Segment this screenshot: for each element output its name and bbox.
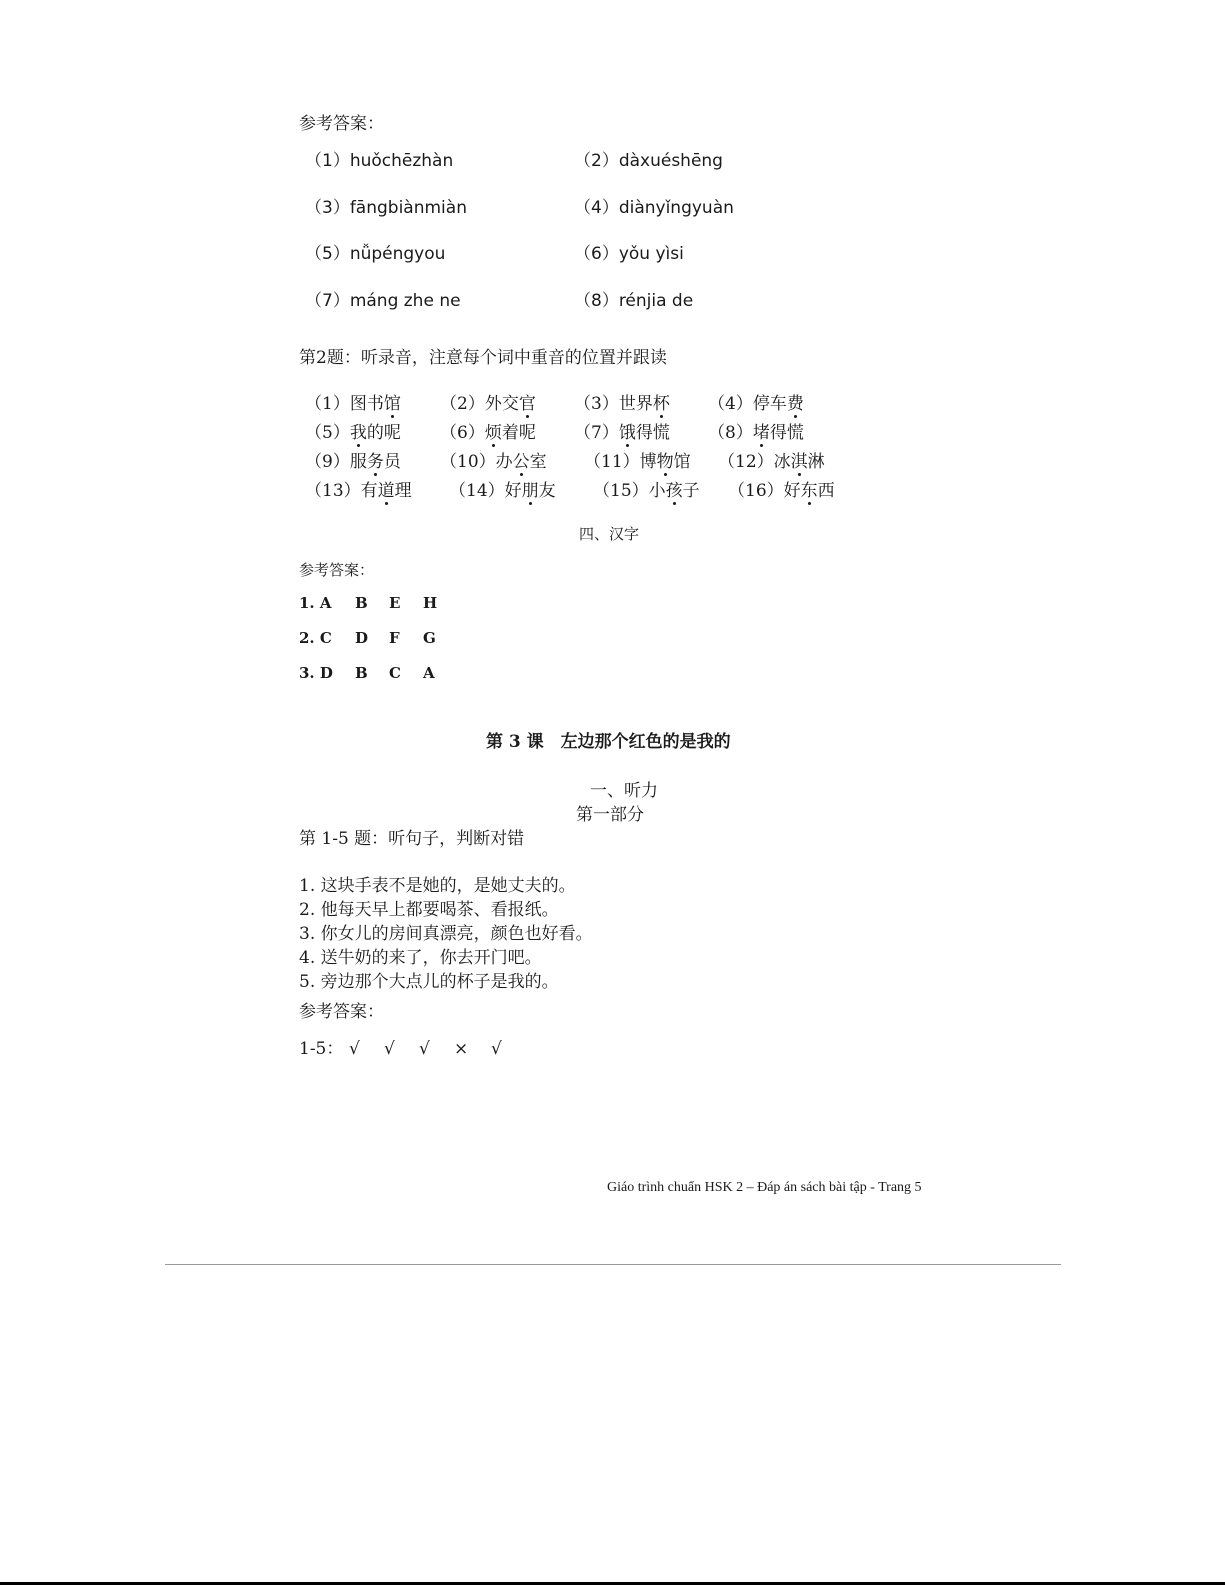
sentence-2: 2. 他每天早上都要喝茶、看报纸。 [299, 900, 559, 920]
page-divider [165, 1264, 1061, 1265]
stress-dot: 孩 [666, 476, 683, 501]
pinyin-answer-1: （1）huǒchēzhàn [305, 151, 454, 171]
sentence-4: 4. 送牛奶的来了，你去开门吧。 [299, 948, 542, 968]
stress-dot: 朋 [522, 476, 539, 501]
answer-label: 参考答案： [299, 114, 384, 134]
answer-row-2: 2. C D F G [299, 629, 436, 647]
stress-word-1: （1）图书馆 [305, 389, 401, 414]
sentence-5: 5. 旁边那个大点儿的杯子是我的。 [299, 972, 559, 992]
stress-dot: 杯 [653, 389, 670, 414]
stress-word-7: （7）饿得慌 [574, 418, 670, 443]
stress-dot: 东 [801, 476, 818, 501]
answer-row-1: 1. A B E H [299, 594, 438, 612]
stress-word-3: （3）世界杯 [574, 389, 670, 414]
page-footer: Giáo trình chuẩn HSK 2 – Đáp án sách bài tập - Trang 5 [607, 1180, 922, 1195]
stress-dot: 烦 [485, 418, 502, 443]
pinyin-answer-7: （7）máng zhe ne [305, 291, 461, 311]
pinyin-answer-3: （3）fāngbiànmiàn [305, 198, 467, 218]
stress-dot: 道 [378, 476, 395, 501]
pinyin-answer-5: （5）nǚpéngyou [305, 244, 446, 264]
stress-dot: 饿 [619, 418, 636, 443]
stress-dot: 公 [513, 447, 530, 472]
question-2-title: 第2题：听录音，注意每个词中重音的位置并跟读 [299, 348, 667, 368]
pinyin-answer-4: （4）diànyǐngyuàn [574, 198, 734, 218]
stress-word-15: （15）小孩子 [593, 476, 700, 501]
sentence-3: 3. 你女儿的房间真漂亮，颜色也好看。 [299, 924, 593, 944]
answer-row-3: 3. D B C A [299, 664, 435, 682]
stress-word-2: （2）外交官 [440, 389, 536, 414]
stress-dot: 费 [787, 389, 804, 414]
judgment-answers: 1-5： √ √ √ × √ [299, 1039, 502, 1059]
stress-dot: 物 [657, 447, 674, 472]
question-title: 第 1-5 题：听句子，判断对错 [299, 829, 525, 849]
stress-word-12: （12）冰淇淋 [718, 447, 825, 472]
stress-word-6: （6）烦着呢 [440, 418, 536, 443]
answer-label: 参考答案： [299, 561, 375, 579]
stress-dot: 馆 [384, 389, 401, 414]
answer-label: 参考答案： [299, 1002, 384, 1022]
sentence-1: 1. 这块手表不是她的，是她丈夫的。 [299, 876, 576, 896]
stress-dot: 淇 [791, 447, 808, 472]
stress-word-16: （16）好东西 [728, 476, 835, 501]
stress-word-14: （14）好朋友 [449, 476, 556, 501]
stress-word-11: （11）博物馆 [584, 447, 691, 472]
pinyin-answer-6: （6）yǒu yìsi [574, 244, 684, 264]
stress-dot: 官 [519, 389, 536, 414]
pinyin-answer-8: （8）rénjia de [574, 291, 694, 311]
part-heading: 第一部分 [576, 805, 644, 825]
section-heading: 一、听力 [590, 781, 658, 801]
stress-word-8: （8）堵得慌 [708, 418, 804, 443]
stress-dot: 我 [350, 418, 367, 443]
stress-word-13: （13）有道理 [305, 476, 412, 501]
stress-word-4: （4）停车费 [708, 389, 804, 414]
stress-dot: 务 [367, 447, 384, 472]
stress-word-5: （5）我的呢 [305, 418, 401, 443]
stress-word-9: （9）服务员 [305, 447, 401, 472]
stress-word-10: （10）办公室 [440, 447, 547, 472]
pinyin-answer-2: （2）dàxuéshēng [574, 151, 723, 171]
stress-dot: 堵 [753, 418, 770, 443]
section-4-heading: 四、汉字 [579, 525, 640, 543]
lesson-title: 第 3 课 左边那个红色的是我的 [486, 732, 731, 752]
